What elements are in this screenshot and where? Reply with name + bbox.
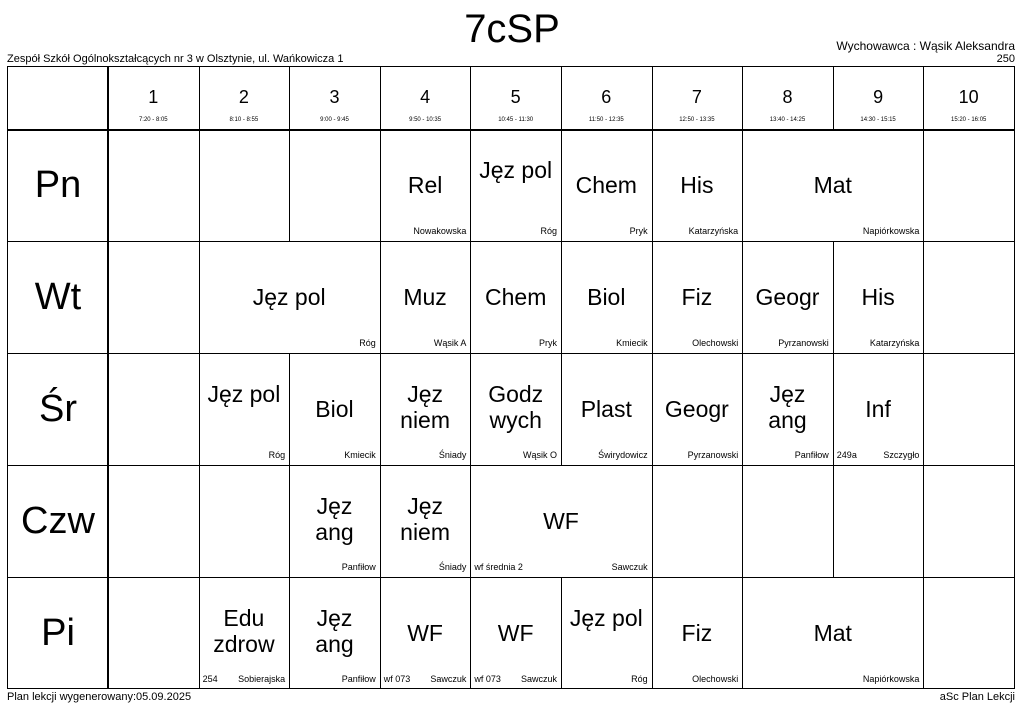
period-time: 14:30 - 15:15: [860, 117, 896, 123]
cell-separator: [199, 465, 200, 577]
lesson-teacher: Świrydowicz: [598, 450, 648, 460]
lesson-subject: Edu zdrow: [213, 605, 275, 657]
lesson-teacher: Sobierajska: [238, 674, 286, 684]
lesson-cell[interactable]: [833, 241, 924, 353]
lesson-subject: Jęz pol: [207, 381, 281, 407]
period-number: 6: [601, 87, 612, 107]
lesson-teacher: Katarzyńska: [869, 338, 920, 348]
lesson-subject: Biol: [315, 396, 354, 422]
cell-separator: [652, 465, 653, 577]
lesson-teacher: Kmiecik: [344, 450, 376, 460]
cell-separator: [833, 465, 834, 577]
lesson-subject: Jęz niem: [400, 493, 451, 545]
lesson-cell[interactable]: [380, 241, 471, 353]
lesson-subject: WF: [407, 620, 443, 646]
class-tutor: Wychowawca : Wąsik Aleksandra: [836, 39, 1015, 53]
lesson-teacher: Róg: [540, 226, 557, 236]
cell-separator: [923, 241, 924, 353]
lesson-cell[interactable]: [742, 129, 923, 241]
lesson-subject: Geogr: [664, 396, 729, 422]
period-number: 4: [420, 87, 431, 107]
lesson-cell[interactable]: [561, 353, 652, 465]
cell-separator: [923, 353, 924, 465]
lesson-teacher: Kmiecik: [616, 338, 648, 348]
day-label: Pi: [41, 612, 75, 654]
lesson-teacher: Sawczuk: [520, 674, 557, 684]
lesson-teacher: Katarzyńska: [688, 226, 739, 236]
lesson-room: 254: [202, 674, 218, 684]
lesson-subject: Mat: [813, 172, 852, 198]
lesson-cell[interactable]: [470, 129, 561, 241]
lesson-cell[interactable]: [652, 353, 743, 465]
lesson-subject: Jęz ang: [315, 605, 354, 657]
lesson-cell[interactable]: [561, 577, 652, 689]
cell-separator: [923, 465, 924, 577]
lesson-cell[interactable]: [470, 465, 651, 577]
timetable-grid: [7, 66, 1015, 689]
day-label: Wt: [34, 276, 82, 318]
lesson-cell[interactable]: [833, 353, 924, 465]
lesson-subject: Chem: [485, 284, 547, 310]
lesson-subject: His: [861, 284, 895, 310]
lesson-teacher: Pyrzanowski: [687, 450, 739, 460]
day-label: Śr: [39, 388, 77, 430]
day-label: Czw: [21, 500, 95, 542]
period-time: 9:50 - 10:35: [409, 117, 442, 123]
lesson-cell[interactable]: [380, 465, 471, 577]
period-time: 15:20 - 16:05: [951, 117, 987, 123]
day-column-separator: [107, 67, 109, 688]
lesson-subject: Geogr: [755, 284, 820, 310]
lesson-cell[interactable]: [652, 129, 743, 241]
lesson-cell[interactable]: [380, 129, 471, 241]
lesson-room: wf 073: [383, 674, 411, 684]
period-time: 13:40 - 14:25: [769, 117, 806, 123]
lesson-cell[interactable]: [289, 353, 380, 465]
lesson-room: wf 073: [474, 674, 501, 684]
lesson-cell[interactable]: [289, 465, 380, 577]
lesson-subject: His: [680, 172, 714, 198]
lesson-subject: Jęz pol: [479, 157, 553, 183]
lesson-teacher: Wąsik O: [522, 450, 557, 460]
lesson-subject: Inf: [865, 396, 891, 422]
period-time: 11:50 - 12:35: [588, 117, 624, 123]
lesson-teacher: Sawczuk: [430, 674, 467, 684]
lesson-teacher: Róg: [631, 674, 648, 684]
lesson-subject: Jęz pol: [569, 605, 643, 631]
period-number: 9: [873, 87, 884, 107]
lesson-room: 249a: [836, 450, 857, 460]
day-label: Pn: [34, 164, 82, 206]
lesson-cell[interactable]: [561, 129, 652, 241]
lesson-cell[interactable]: [289, 577, 380, 689]
period-time: 10:45 - 11:30: [498, 117, 534, 123]
lesson-cell[interactable]: [561, 241, 652, 353]
lesson-teacher: Pyrzanowski: [778, 338, 829, 348]
lesson-teacher: Panfiłow: [341, 562, 376, 572]
lesson-cell[interactable]: [380, 353, 471, 465]
cell-separator: [289, 129, 290, 241]
lesson-teacher: Róg: [359, 338, 376, 348]
period-number: 8: [782, 87, 793, 107]
cell-separator: [199, 129, 200, 241]
cell-separator: [923, 129, 924, 241]
lesson-teacher: Wąsik A: [433, 338, 467, 348]
lesson-cell[interactable]: [470, 241, 561, 353]
lesson-teacher: Śniady: [438, 562, 467, 572]
lesson-teacher: Panfiłow: [794, 450, 829, 460]
lesson-cell[interactable]: [199, 353, 290, 465]
lesson-cell[interactable]: [470, 353, 561, 465]
home-room: 250: [996, 53, 1015, 65]
lesson-subject: Jęz niem: [400, 381, 451, 433]
period-time: 7:20 - 8:05: [138, 117, 168, 123]
lesson-teacher: Napiórkowska: [862, 674, 920, 684]
period-time: 12:50 - 13:35: [679, 117, 715, 123]
lesson-teacher: Nowakowska: [413, 226, 467, 236]
lesson-teacher: Napiórkowska: [862, 226, 920, 236]
period-time: 9:00 - 9:45: [320, 117, 349, 123]
lesson-subject: Fiz: [681, 620, 713, 646]
lesson-subject: Muz: [403, 284, 447, 310]
lesson-subject: Biol: [587, 284, 626, 310]
timetable-title: 7cSP: [464, 7, 560, 51]
cell-separator: [923, 577, 924, 689]
period-number: 10: [958, 87, 979, 107]
lesson-subject: Jęz ang: [315, 493, 354, 545]
period-number: 1: [148, 87, 159, 107]
lesson-teacher: Pryk: [538, 338, 557, 348]
lesson-teacher: Szczygło: [883, 450, 920, 460]
lesson-room: wf średnia 2: [474, 562, 523, 572]
cell-separator: [742, 465, 743, 577]
period-number: 7: [691, 87, 702, 107]
lesson-subject: Plast: [580, 396, 632, 422]
lesson-subject: WF: [497, 620, 534, 646]
lesson-subject: Rel: [407, 172, 443, 198]
lesson-teacher: Pryk: [629, 226, 648, 236]
lesson-subject: Chem: [575, 172, 637, 198]
lesson-teacher: Róg: [268, 450, 286, 460]
period-number: 2: [238, 87, 249, 107]
lesson-subject: Godz wych: [488, 381, 544, 433]
lesson-cell[interactable]: [199, 241, 380, 353]
lesson-cell[interactable]: [380, 577, 471, 689]
lesson-cell[interactable]: [742, 577, 923, 689]
lesson-cell[interactable]: [742, 241, 833, 353]
lesson-subject: Mat: [813, 620, 852, 646]
school-name: Zespół Szkół Ogólnokształcących nr 3 w Olsztynie, ul. Wańkowicza 1: [7, 53, 344, 65]
lesson-subject: Fiz: [681, 284, 713, 310]
lesson-teacher: Śniady: [438, 450, 467, 460]
lesson-subject: Jęz ang: [768, 381, 807, 433]
lesson-teacher: Olechowski: [692, 338, 739, 348]
lesson-cell[interactable]: [652, 241, 743, 353]
period-time: 8:10 - 8:55: [229, 117, 259, 123]
lesson-subject: Jęz pol: [252, 284, 326, 310]
lesson-teacher: Panfiłow: [341, 674, 376, 684]
generated-date: Plan lekcji wygenerowany:05.09.2025: [7, 691, 192, 703]
lesson-cell[interactable]: [199, 577, 290, 689]
app-name: aSc Plan Lekcji: [939, 691, 1015, 703]
lesson-cell[interactable]: [652, 577, 743, 689]
lesson-teacher: Olechowski: [692, 674, 739, 684]
lesson-subject: WF: [543, 508, 579, 534]
period-number: 3: [329, 87, 340, 107]
lesson-cell[interactable]: [742, 353, 833, 465]
period-number: 5: [510, 87, 521, 107]
lesson-cell[interactable]: [470, 577, 561, 689]
lesson-teacher: Sawczuk: [611, 562, 648, 572]
